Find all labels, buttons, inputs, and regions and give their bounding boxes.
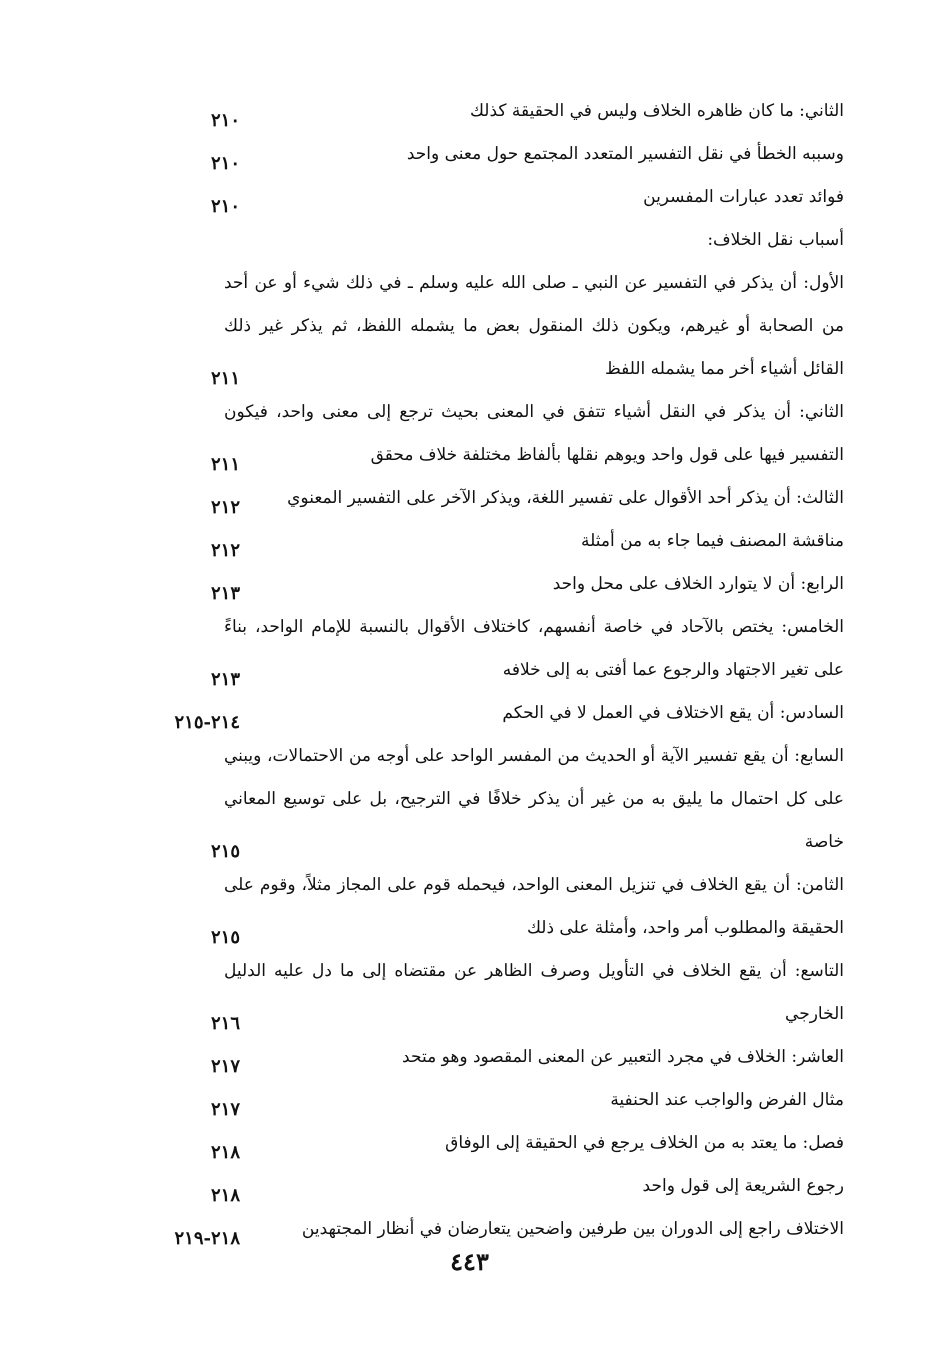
toc-entry xyxy=(0,90,939,133)
toc-entry-page: ٢١٧ xyxy=(210,1056,240,1077)
toc-entry-page: ٢١٥ xyxy=(210,841,240,862)
toc-entry xyxy=(0,477,939,520)
toc-entry xyxy=(0,1079,939,1122)
toc-entry xyxy=(0,1036,939,1079)
toc-entry xyxy=(0,1208,939,1251)
toc-entry-title: الثاني: أن يذكر في النقل أشياء تتفق في المعنى بحيث ترجع إلى معنى واحد، فيكون التفسير فيها على قول واحد ويوهم نقلها بألفاظ مختلفة خلاف محقق xyxy=(224,402,844,465)
toc-entry-title: فصل: ما يعتد به من الخلاف يرجع في الحقيقة إلى الوفاق xyxy=(445,1133,844,1153)
toc-entry-title: العاشر: الخلاف في مجرد التعبير عن المعنى المقصود وهو متحد xyxy=(402,1047,844,1067)
toc-entry-page: ٢١٠ xyxy=(210,153,240,174)
toc-entry xyxy=(0,735,939,864)
toc-entry-title: الخامس: يختص بالآحاد في خاصة أنفسهم، كاختلاف الأقوال بالنسبة للإمام الواحد، بناءً على تغير الاجتهاد والرجوع عما أفتى به إلى خلافه xyxy=(224,617,844,680)
toc-entry xyxy=(0,692,939,735)
toc-entry-title: مثال الفرض والواجب عند الحنفية xyxy=(610,1090,844,1110)
toc-entry-page: ٢١٥ xyxy=(210,927,240,948)
toc-entry xyxy=(0,176,939,219)
toc-entry xyxy=(0,1122,939,1165)
toc-entry-title: الثامن: أن يقع الخلاف في تنزيل المعنى الواحد، فيحمله قوم على المجاز مثلاً، وقوم على الحقيقة والمطلوب أمر واحد، وأمثلة على ذلك xyxy=(224,875,844,938)
toc-entry-title: الاختلاف راجع إلى الدوران بين طرفين واضحين يتعارضان في أنظار المجتهدين xyxy=(301,1219,844,1239)
toc-entry xyxy=(0,606,939,692)
toc-entry-title: السابع: أن يقع تفسير الآية أو الحديث من المفسر الواحد على أوجه من الاحتمالات، ويبني على كل احتمال ما يليق به من غير أن يذكر خلافًا في الترجيح، بل على توسيع المعاني خاصة xyxy=(224,746,844,852)
toc-entry-page: ٢١٨ xyxy=(210,1185,240,1206)
toc-entry xyxy=(0,563,939,606)
toc-entry-page: ٢١١ xyxy=(210,368,240,389)
toc-entry-title: الثاني: ما كان ظاهره الخلاف وليس في الحقيقة كذلك xyxy=(469,101,844,121)
toc-entry-page: ٢١٣ xyxy=(210,583,240,604)
toc-entry-page: ٢١٣ xyxy=(210,669,240,690)
toc-entry-page: ٢١٨-٢١٩ xyxy=(174,1228,240,1249)
toc-entry-page: ٢١١ xyxy=(210,454,240,475)
toc-entry-page: ٢١٨ xyxy=(210,1142,240,1163)
toc-entry xyxy=(0,520,939,563)
toc-entry xyxy=(0,950,939,1036)
toc-entry-title: السادس: أن يقع الاختلاف في العمل لا في الحكم xyxy=(502,703,844,723)
toc-entry-title: التاسع: أن يقع الخلاف في التأويل وصرف الظاهر عن مقتضاه إلى ما دل عليه الدليل الخارجي xyxy=(224,961,844,1024)
toc-entry-title: رجوع الشريعة إلى قول واحد xyxy=(642,1176,844,1196)
toc-entry xyxy=(0,262,939,391)
toc-entry xyxy=(0,133,939,176)
toc-entry xyxy=(0,1165,939,1208)
toc-entry xyxy=(0,864,939,950)
toc-entry-title: مناقشة المصنف فيما جاء به من أمثلة xyxy=(581,531,844,551)
toc-entry-title: الرابع: أن لا يتوارد الخلاف على محل واحد xyxy=(552,574,844,594)
toc-entry-title: فوائد تعدد عبارات المفسرين xyxy=(643,187,844,207)
toc-entry-page: ٢١٧ xyxy=(210,1099,240,1120)
toc-entry-title: وسببه الخطأ في نقل التفسير المتعدد المجتمع حول معنى واحد xyxy=(406,144,844,164)
toc-entry-page: ٢١٢ xyxy=(210,540,240,561)
toc-entry xyxy=(0,391,939,477)
toc-entry-title: الثالث: أن يذكر أحد الأقوال على تفسير اللغة، ويذكر الآخر على التفسير المعنوي xyxy=(287,488,844,508)
toc-entry-title: الأول: أن يذكر في التفسير عن النبي ـ صلى الله عليه وسلم ـ في ذلك شيء أو عن أحد من الصحابة أو غيرهم، ويكون ذلك المنقول بعض ما يشمله اللفظ، ثم يذكر غير ذلك القائل أشياء أخر مما يشمله اللفظ xyxy=(224,273,844,379)
page-number: ٤٤٣ xyxy=(450,1247,489,1276)
toc-entry-page: ٢١٠ xyxy=(210,196,240,217)
toc-entry-title: أسباب نقل الخلاف: xyxy=(707,230,844,250)
toc-entry-page: ٢١٢ xyxy=(210,497,240,518)
toc-entry-page: ٢١٤-٢١٥ xyxy=(174,712,240,733)
toc-entry-page: ٢١٠ xyxy=(210,110,240,131)
toc-entry xyxy=(0,219,939,262)
toc-entry-page: ٢١٦ xyxy=(210,1013,240,1034)
